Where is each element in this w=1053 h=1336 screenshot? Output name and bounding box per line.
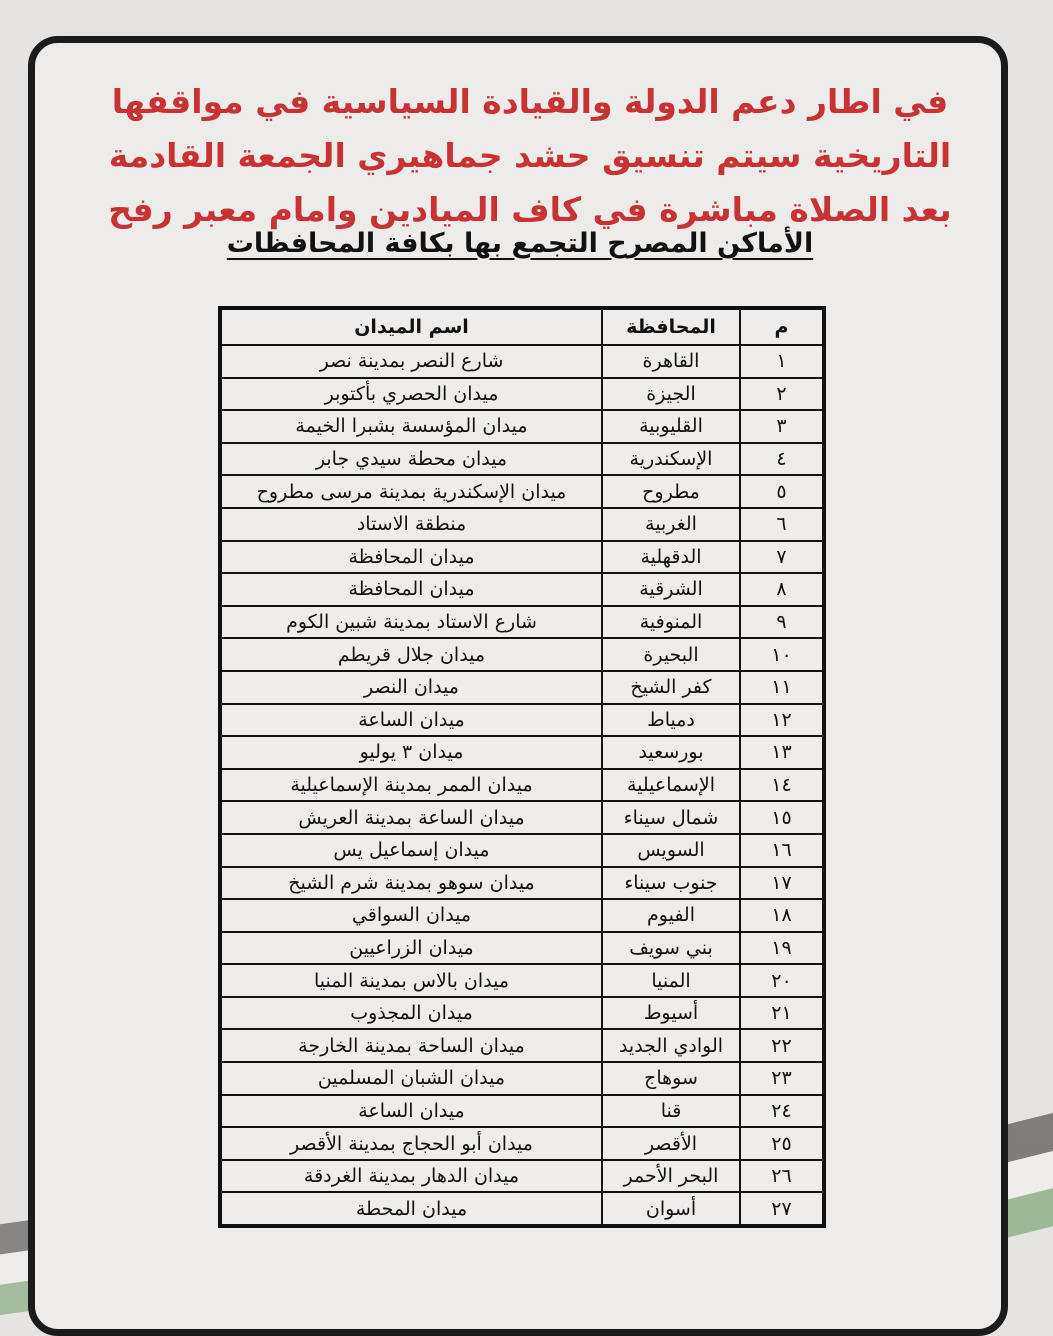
headline <box>90 75 970 237</box>
cell-num: ٢٢ <box>740 1029 824 1062</box>
cell-governorate: الفيوم <box>602 899 740 932</box>
cell-governorate: جنوب سيناء <box>602 867 740 900</box>
cell-num: ١٦ <box>740 834 824 867</box>
cell-num: ٥ <box>740 475 824 508</box>
cell-num: ٦ <box>740 508 824 541</box>
cell-governorate: البحر الأحمر <box>602 1160 740 1193</box>
table-row <box>220 834 824 867</box>
cell-num: ٢٧ <box>740 1192 824 1226</box>
cell-square: ميدان الزراعيين <box>220 932 602 965</box>
cell-num: ١٧ <box>740 867 824 900</box>
cell-square: ميدان الشبان المسلمين <box>220 1062 602 1095</box>
cell-num: ١٣ <box>740 736 824 769</box>
table-row <box>220 736 824 769</box>
cell-num: ٢٤ <box>740 1095 824 1128</box>
cell-governorate: شمال سيناء <box>602 801 740 834</box>
squares-table <box>218 306 826 1228</box>
table-row <box>220 475 824 508</box>
table-row <box>220 1160 824 1193</box>
cell-square: ميدان المؤسسة بشبرا الخيمة <box>220 410 602 443</box>
cell-governorate: الوادي الجديد <box>602 1029 740 1062</box>
cell-governorate: سوهاج <box>602 1062 740 1095</box>
headline-line-3: بعد الصلاة مباشرة في كاف الميادين وامام معبر رفح <box>108 190 952 229</box>
table-row <box>220 1062 824 1095</box>
table-row <box>220 964 824 997</box>
cell-square: ميدان الممر بمدينة الإسماعيلية <box>220 769 602 802</box>
cell-governorate: أسوان <box>602 1192 740 1226</box>
cell-num: ٣ <box>740 410 824 443</box>
cell-num: ٧ <box>740 541 824 574</box>
table-row <box>220 638 824 671</box>
squares-table-wrap <box>218 306 822 1228</box>
table-header-row <box>220 308 824 345</box>
cell-num: ١١ <box>740 671 824 704</box>
cell-num: ١ <box>740 345 824 378</box>
cell-num: ٨ <box>740 573 824 606</box>
cell-governorate: بورسعيد <box>602 736 740 769</box>
cell-governorate: المنوفية <box>602 606 740 639</box>
table-row <box>220 769 824 802</box>
cell-square: ميدان الساعة بمدينة العريش <box>220 801 602 834</box>
cell-governorate: الجيزة <box>602 378 740 411</box>
cell-num: ١٤ <box>740 769 824 802</box>
table-row <box>220 932 824 965</box>
headline-line-1: في اطار دعم الدولة والقيادة السياسية في مواقفها <box>111 82 949 121</box>
table-row <box>220 899 824 932</box>
cell-governorate: المنيا <box>602 964 740 997</box>
cell-num: ٢٥ <box>740 1127 824 1160</box>
cell-square: ميدان السواقي <box>220 899 602 932</box>
cell-square: ميدان المجذوب <box>220 997 602 1030</box>
table-row <box>220 1127 824 1160</box>
header-square: اسم الميدان <box>220 308 602 345</box>
cell-square: ميدان جلال قريطم <box>220 638 602 671</box>
cell-square: ميدان محطة سيدي جابر <box>220 443 602 476</box>
headline-line-2: التاريخية سيتم تنسيق حشد جماهيري الجمعة القادمة <box>108 136 952 175</box>
table-row <box>220 997 824 1030</box>
table-row <box>220 378 824 411</box>
cell-governorate: الأقصر <box>602 1127 740 1160</box>
table-row <box>220 867 824 900</box>
cell-governorate: البحيرة <box>602 638 740 671</box>
cell-square: ميدان المحافظة <box>220 573 602 606</box>
cell-square: ميدان ٣ يوليو <box>220 736 602 769</box>
cell-governorate: أسيوط <box>602 997 740 1030</box>
cell-governorate: الغربية <box>602 508 740 541</box>
cell-governorate: كفر الشيخ <box>602 671 740 704</box>
cell-num: ٢١ <box>740 997 824 1030</box>
cell-num: ٩ <box>740 606 824 639</box>
cell-square: شارع النصر بمدينة نصر <box>220 345 602 378</box>
table-row <box>220 508 824 541</box>
cell-num: ٢٠ <box>740 964 824 997</box>
table-row <box>220 1192 824 1226</box>
cell-governorate: القليوبية <box>602 410 740 443</box>
table-row <box>220 1095 824 1128</box>
cell-governorate: الشرقية <box>602 573 740 606</box>
cell-num: ١٨ <box>740 899 824 932</box>
cell-square: ميدان الساحة بمدينة الخارجة <box>220 1029 602 1062</box>
table-row <box>220 443 824 476</box>
cell-square: ميدان بالاس بمدينة المنيا <box>220 964 602 997</box>
cell-num: ١٩ <box>740 932 824 965</box>
cell-square: ميدان المحافظة <box>220 541 602 574</box>
cell-num: ١٠ <box>740 638 824 671</box>
cell-governorate: الإسماعيلية <box>602 769 740 802</box>
cell-square: ميدان أبو الحجاج بمدينة الأقصر <box>220 1127 602 1160</box>
cell-governorate: القاهرة <box>602 345 740 378</box>
table-row <box>220 801 824 834</box>
cell-square: منطقة الاستاد <box>220 508 602 541</box>
header-num: م <box>740 308 824 345</box>
cell-square: ميدان الحصري بأكتوبر <box>220 378 602 411</box>
table-row <box>220 1029 824 1062</box>
cell-governorate: الدقهلية <box>602 541 740 574</box>
cell-num: ٢٣ <box>740 1062 824 1095</box>
table-row <box>220 606 824 639</box>
cell-square: ميدان الساعة <box>220 1095 602 1128</box>
cell-governorate: الإسكندرية <box>602 443 740 476</box>
table-row <box>220 345 824 378</box>
cell-num: ١٥ <box>740 801 824 834</box>
cell-square: ميدان إسماعيل يس <box>220 834 602 867</box>
cell-governorate: دمياط <box>602 704 740 737</box>
cell-num: ٢ <box>740 378 824 411</box>
cell-square: ميدان النصر <box>220 671 602 704</box>
cell-num: ٤ <box>740 443 824 476</box>
table-body <box>220 345 824 1226</box>
cell-square: ميدان المحطة <box>220 1192 602 1226</box>
table-row <box>220 410 824 443</box>
cell-governorate: قنا <box>602 1095 740 1128</box>
table-row <box>220 573 824 606</box>
subtitle-text: الأماكن المصرح التجمع بها بكافة المحافظات <box>226 228 814 259</box>
cell-num: ٢٦ <box>740 1160 824 1193</box>
cell-square: ميدان الدهار بمدينة الغردقة <box>220 1160 602 1193</box>
cell-square: شارع الاستاد بمدينة شبين الكوم <box>220 606 602 639</box>
cell-num: ١٢ <box>740 704 824 737</box>
cell-square: ميدان الإسكندرية بمدينة مرسى مطروح <box>220 475 602 508</box>
table-row <box>220 704 824 737</box>
subtitle <box>170 228 870 259</box>
cell-governorate: السويس <box>602 834 740 867</box>
cell-governorate: مطروح <box>602 475 740 508</box>
table-row <box>220 671 824 704</box>
cell-governorate: بني سويف <box>602 932 740 965</box>
header-governorate: المحافظة <box>602 308 740 345</box>
table-row <box>220 541 824 574</box>
cell-square: ميدان سوهو بمدينة شرم الشيخ <box>220 867 602 900</box>
cell-square: ميدان الساعة <box>220 704 602 737</box>
